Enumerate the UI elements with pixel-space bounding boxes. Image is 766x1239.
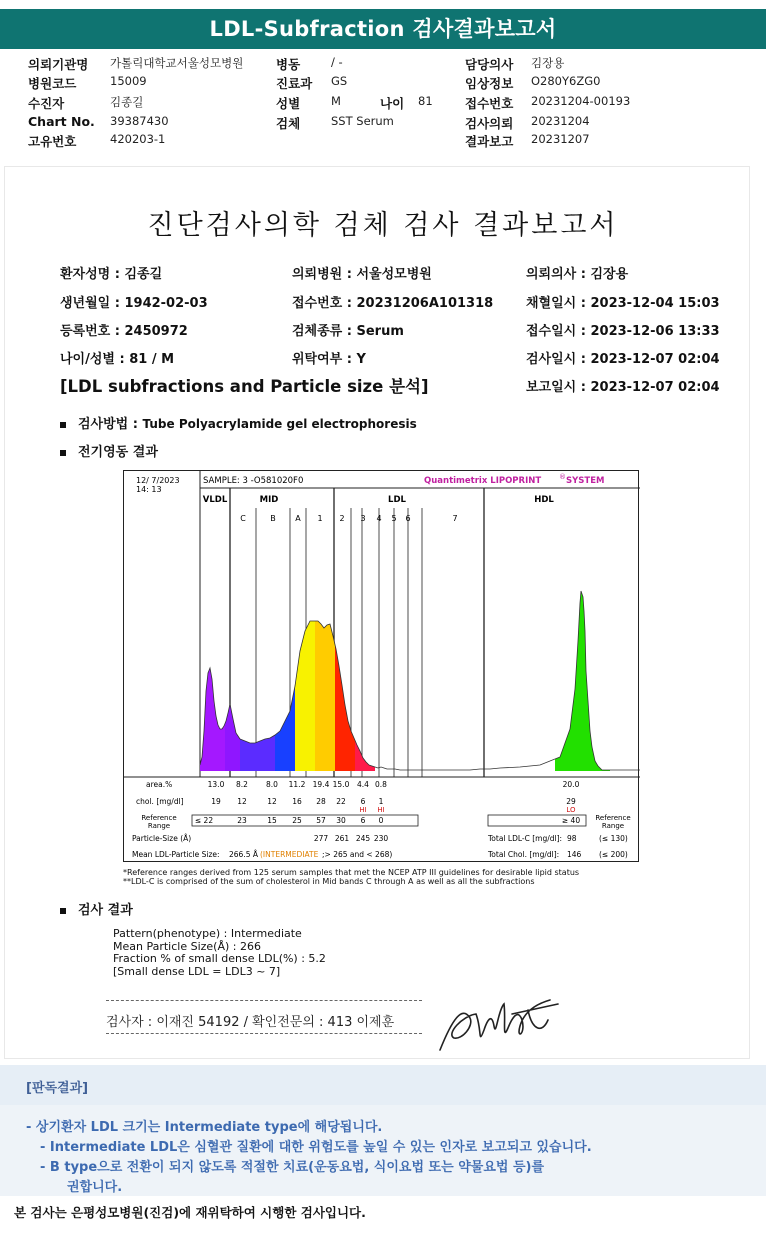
lab-report-title: 진단검사의학 검체 검사 결과보고서: [147, 210, 619, 241]
electro-bullet: [60, 441, 158, 460]
zone-label: LDL: [388, 495, 406, 505]
hdl-fill: [555, 591, 610, 771]
ref-right-label: Reference: [595, 814, 631, 822]
chart-system: Quantimetrix LIPOPRINT: [424, 476, 542, 486]
flag-value: LO: [566, 806, 576, 814]
patient-field: 등록번호 : 2450972: [60, 324, 188, 339]
chol-value: 16: [292, 797, 302, 806]
patient-field: 접수번호 : 20231206A101318: [292, 296, 494, 311]
age-label: 나이: [380, 96, 405, 111]
info-label: 고유번호: [28, 134, 77, 149]
ref-value: ≤ 22: [194, 816, 214, 825]
info-row: [28, 114, 748, 131]
patient-field: 보고일시 : 2023-12-07 02:04: [526, 380, 720, 395]
patient-field: 채혈일시 : 2023-12-04 15:03: [526, 296, 720, 311]
info-value: 김장용: [531, 56, 565, 70]
bullet-icon: [60, 908, 66, 914]
area-value: 15.0: [332, 780, 350, 789]
total-ldl-label: Total LDL-C [mg/dl]:: [488, 834, 563, 843]
area-value: 20.0: [562, 780, 580, 789]
result-pattern: Pattern(phenotype) : Intermediate: [113, 927, 302, 940]
info-label: 성별: [276, 96, 301, 111]
zone-label: MID: [259, 495, 279, 505]
lipoprint-chart-svg: [124, 471, 640, 863]
patient-field: 생년월일 : 1942-02-03: [60, 296, 208, 311]
zone-label: HDL: [534, 495, 554, 505]
total-chol-label: Total Chol. [mg/dl]:: [488, 850, 560, 859]
ref-value: 57: [316, 816, 326, 825]
bottom-note: 본 검사는 은평성모병원(진검)에 재위탁하여 시행한 검사입니다.: [14, 1205, 366, 1220]
info-value: 가톨릭대학교서울성모병원: [110, 56, 244, 70]
chol-value: 29: [566, 797, 576, 806]
section-heading: [LDL subfractions and Particle size 분석]: [60, 377, 429, 396]
flag-value: HI: [359, 806, 367, 814]
chol-value: 1: [378, 797, 384, 806]
info-value: 20231204-00193: [531, 94, 631, 108]
total-chol-value: 146: [567, 850, 582, 859]
verdict-line-4: 권합니다.: [67, 1180, 123, 1195]
info-value: M: [331, 94, 341, 108]
info-value: SST Serum: [331, 114, 394, 128]
mean-range: ;> 265 and < 268): [322, 850, 393, 859]
patient-field: 검체종류 : Serum: [292, 324, 404, 339]
verdict-line-1: - 상기환자 LDL 크기는 Intermediate type에 해당됩니다.: [26, 1120, 383, 1135]
band-label: 7: [452, 514, 458, 523]
ref-label: Reference: [141, 814, 177, 822]
chol-value: 6: [360, 797, 366, 806]
info-value: 20231204: [531, 114, 590, 128]
patient-field: 검사일시 : 2023-12-07 02:04: [526, 352, 720, 367]
total-chol-ref: (≤ 200): [599, 850, 628, 859]
ref-value: 6: [360, 816, 366, 825]
info-row: [28, 55, 748, 72]
info-row: [28, 74, 748, 91]
ref-value: 30: [336, 816, 346, 825]
patient-field: 환자성명 : 김종길: [60, 267, 163, 282]
band-label: 2: [339, 514, 345, 523]
result-fraction: Fraction % of small dense LDL(%) : 5.2: [113, 952, 326, 965]
particle-value: 245: [355, 834, 371, 843]
chart-date: 12/ 7/2023: [136, 476, 180, 485]
chart-time: 14: 13: [136, 485, 162, 494]
chol-value: 22: [336, 797, 346, 806]
info-label: 진료과: [276, 76, 313, 91]
ldl1-fill: [295, 621, 315, 771]
divider: [106, 1033, 422, 1034]
chol-label: chol. [mg/dl]: [136, 797, 184, 806]
info-value: O280Y6ZG0: [531, 74, 601, 88]
ref-value: ≥ 40: [561, 816, 581, 825]
mid-c-fill: [225, 704, 240, 771]
info-row: [28, 94, 748, 111]
info-value: 김종길: [110, 95, 144, 109]
electro-label: 전기영동 결과: [78, 445, 158, 460]
verdict-header-bg: [0, 1065, 766, 1105]
particle-label: Particle-Size (Å): [132, 834, 192, 843]
info-value: 39387430: [110, 114, 169, 128]
ref-value: 0: [378, 816, 384, 825]
info-label: 담당의사: [465, 57, 514, 72]
band-label: 5: [391, 514, 397, 523]
area-value: 8.0: [266, 780, 278, 789]
info-row: [28, 132, 748, 149]
ref-box-ldl: [192, 815, 418, 826]
chol-value: 12: [237, 797, 247, 806]
divider: [106, 1000, 422, 1001]
ref-value: 15: [267, 816, 277, 825]
ldl2-fill: [315, 621, 335, 771]
info-label: Chart No.: [28, 114, 95, 129]
info-label: 접수번호: [465, 96, 514, 111]
verdict-line-2: - Intermediate LDL은 심혈관 질환에 대한 위험도를 높일 수 있는 인자로 보고되고 있습니다.: [40, 1140, 592, 1155]
chart-system-suffix: SYSTEM: [566, 476, 605, 486]
particle-value: 277: [313, 834, 329, 843]
footnote-reference: *Reference ranges derived from 125 serum samples that met the NCEP ATP III guidelines for desirable lipid status: [123, 868, 580, 877]
info-label: 병동: [276, 57, 301, 72]
patient-field: 나이/성별 : 81 / M: [60, 352, 175, 367]
verdict-heading: [판독결과]: [26, 1081, 89, 1096]
ref-label: Range: [147, 822, 171, 830]
method-value: Tube Polyacrylamide gel electrophoresis: [142, 417, 417, 431]
chol-value: 12: [267, 797, 277, 806]
info-value: 420203-1: [110, 132, 166, 146]
info-label: 검체: [276, 116, 301, 131]
area-value: 4.4: [357, 780, 369, 789]
chol-value: 19: [211, 797, 221, 806]
signature-text: 검사자 : 이재진 54192 / 확인전문의 : 413 이제훈: [106, 1015, 395, 1030]
band-label: 4: [376, 514, 382, 523]
info-value: 20231207: [531, 132, 590, 146]
info-label: 병원코드: [28, 76, 77, 91]
mean-value: 266.5 Å: [229, 850, 258, 859]
mid-a-fill: [275, 686, 295, 771]
chol-value: 28: [316, 797, 326, 806]
area-value: 13.0: [207, 780, 225, 789]
mean-class: (INTERMEDIATE: [260, 850, 319, 859]
ldl3-fill: [335, 645, 355, 771]
band-label: 6: [405, 514, 411, 523]
particle-value: 261: [334, 834, 350, 843]
info-label: 검사의뢰: [465, 116, 514, 131]
result-label: 검사 결과: [78, 903, 133, 918]
report-title-bar: LDL-Subfraction 검사결과보고서: [0, 9, 766, 49]
zone-label: VLDL: [202, 495, 228, 505]
total-ldl-value: 98: [567, 834, 577, 843]
handwritten-signature: [432, 990, 562, 1058]
band-label: 1: [317, 514, 323, 523]
lipoprint-chart: [123, 470, 639, 862]
method-bullet: [60, 413, 417, 432]
band-label: C: [240, 514, 246, 523]
age-value: 81: [418, 94, 433, 108]
info-value: / -: [331, 55, 343, 69]
info-label: 임상정보: [465, 76, 514, 91]
patient-field: 접수일시 : 2023-12-06 13:33: [526, 324, 720, 339]
flag-value: HI: [377, 806, 385, 814]
mean-label: Mean LDL-Particle Size:: [132, 850, 220, 859]
ref-value: 25: [292, 816, 302, 825]
bullet-icon: [60, 450, 66, 456]
method-label: 검사방법 :: [78, 417, 138, 432]
info-label: 수진자: [28, 96, 65, 111]
area-value: 19.4: [312, 780, 330, 789]
ref-right-label: Range: [601, 822, 625, 830]
band-label: B: [270, 514, 276, 523]
info-value: GS: [331, 74, 348, 88]
result-block: [113, 928, 326, 978]
info-label: 의뢰기관명: [28, 57, 89, 72]
area-value: 8.2: [236, 780, 248, 789]
footnote-ldl: **LDL-C is comprised of the sum of cholesterol in Mid bands C through A as well as all the subfractions: [123, 877, 535, 886]
verdict-line-3: - B type으로 전환이 되지 않도록 적절한 치료(운동요법, 식이요법 또는 약물요법 등)를: [40, 1160, 545, 1175]
patient-field: 위탁여부 : Y: [292, 352, 366, 367]
total-ldl-ref: (≤ 130): [599, 834, 628, 843]
mid-b-fill: [240, 735, 275, 771]
result-small-dense: [Small dense LDL = LDL3 ~ 7]: [113, 964, 281, 978]
info-value: 15009: [110, 74, 147, 88]
area-value: 0.8: [375, 780, 387, 789]
patient-field: 의뢰병원 : 서울성모병원: [292, 267, 432, 282]
area-label: area.%: [146, 780, 173, 789]
bullet-icon: [60, 422, 66, 428]
info-label: 결과보고: [465, 134, 514, 149]
result-mean-size: Mean Particle Size(Å) : 266: [113, 939, 261, 953]
result-bullet: [60, 899, 133, 918]
band-label: A: [295, 514, 301, 523]
patient-field: 의뢰의사 : 김장용: [526, 267, 629, 282]
area-value: 11.2: [288, 780, 306, 789]
registered-icon: ®: [559, 473, 566, 481]
chart-sample: SAMPLE: 3 -O581020F0: [203, 476, 304, 486]
ref-value: 23: [237, 816, 247, 825]
particle-value: 230: [373, 834, 389, 843]
band-label: 3: [360, 514, 366, 523]
